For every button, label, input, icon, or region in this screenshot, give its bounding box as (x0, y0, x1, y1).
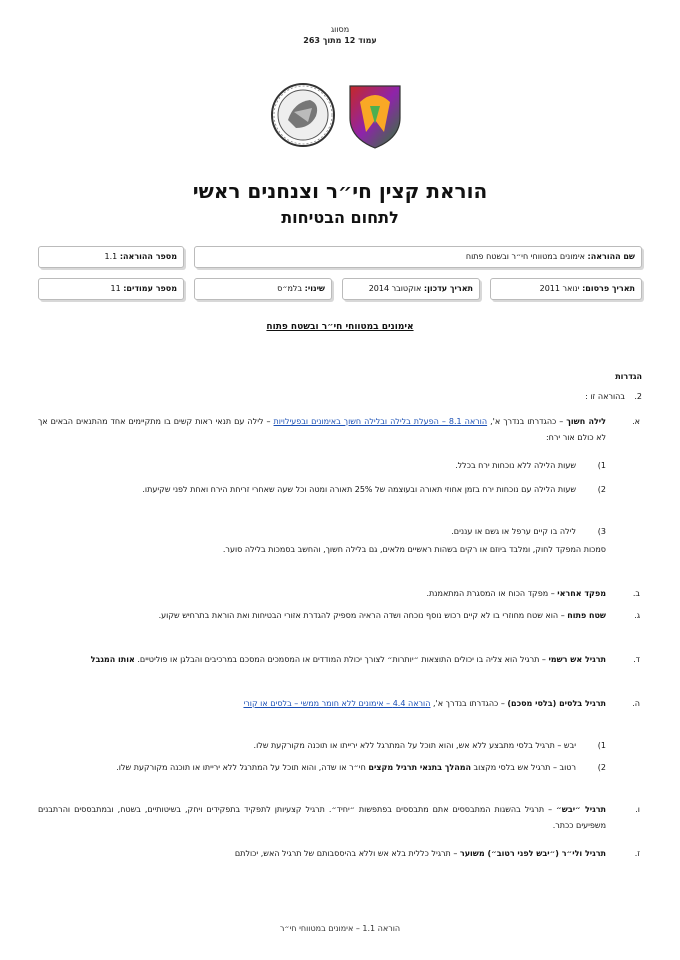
update-date-label: תאריך עדכון: (423, 284, 473, 293)
item-text: – הוא שטח מחוזרי בו לא קיים רכוש נוסף נוכחה ושדה הראיה מספיק להגדרת אזורי הבטיחות ואת הוראת בתרחיש שקוע. (158, 611, 568, 620)
sub-marker: 3) (597, 527, 606, 536)
term: תרגיל ולי״ר (״יבש לפני רטוב״) משוער (459, 849, 606, 858)
publish-date-box (490, 278, 642, 300)
item-marker: ה. (632, 699, 640, 708)
term: שטח פתוח (567, 611, 606, 620)
term-secondary: אותו המגבל (90, 655, 135, 664)
sub-marker: 2) (597, 485, 606, 494)
sub-item (38, 524, 606, 540)
item-text: – כהגדרתו בנדרך א', (433, 699, 508, 708)
change-label: שינוי: (304, 284, 325, 293)
term: מפקד אחראי (557, 589, 606, 598)
sub-text: שעות הלילה ללא נוכחות ירח בכלל. (455, 461, 576, 470)
item-marker: ג. (634, 611, 640, 620)
instruction-number-box (38, 246, 184, 268)
unit-emblem-icon (270, 82, 336, 148)
sub-text: חי״ר או שדה, והוא תוכל על המתרגל ללא ירייתו או תוכנה מקורקעת שלו. (116, 763, 369, 772)
main-title: הוראת קצין חי״ר וצנחנים ראשי (192, 179, 488, 203)
definition-item (38, 608, 640, 624)
pages-box (38, 278, 184, 300)
instruction-link[interactable]: הוראה 4.4 – אימונים ללא חומר ממשי – בלסים או קורי (243, 699, 431, 708)
page-footer: הוראה 1.1 – אימונים במטווחי חי״ר (279, 924, 401, 933)
definition-item (38, 696, 640, 712)
instruction-name-box (194, 246, 642, 268)
term: המהלך בתנאי תרגיל מקצים (368, 763, 471, 772)
section-title: הגדרות (615, 372, 642, 381)
definition-item (38, 586, 640, 602)
page-number: עמוד 12 מתוך 263 (303, 36, 377, 45)
term: תרגיל ״יבש״ (556, 805, 607, 814)
classification-label: מסווג (330, 25, 350, 34)
page-header (0, 24, 680, 46)
section-number: 2. (634, 392, 642, 401)
item-marker: ז. (634, 849, 640, 858)
item-text: – תרגיל כללית בלא אש וללא בהיססבותם של תרגיל האש, יכולתם (234, 849, 460, 858)
item-text: – מפקד הכוח או המסגרת המתאמנת. (426, 589, 558, 598)
update-date-box (342, 278, 480, 300)
sub-marker: 1) (597, 741, 606, 750)
publish-date-label: תאריך פרסום: (582, 284, 635, 293)
sub-item (38, 458, 606, 474)
change-value: בלמ״ס (277, 284, 303, 293)
instruction-link[interactable]: הוראה 8.1 – הפעלת בלילה ובלילה חשוך באימונים ובפעילויות (273, 417, 488, 426)
definition-item (38, 652, 640, 668)
publish-date-value: ינואר 2011 (539, 284, 580, 293)
sub-item (38, 760, 606, 776)
item-text: – לילה עם תנאי ראות קשים בו מתקיימים אחד מהתנאים הבאים אך לא כולם אור ירח: (38, 417, 606, 442)
corps-shield-icon (346, 82, 404, 150)
update-date-value: אוקטובר 2014 (368, 284, 422, 293)
term: תרגיל בלסים (בלסי מסכם) (507, 699, 606, 708)
definition-item (38, 414, 640, 446)
instruction-name-label: שם ההוראה: (587, 252, 635, 261)
definition-item (38, 846, 640, 862)
item-marker: ד. (633, 655, 640, 664)
instruction-number-label: מספר ההוראה: (119, 252, 177, 261)
pages-label: מספר עמודים: (123, 284, 177, 293)
instruction-number-value: 1.1 (104, 252, 118, 261)
logos (270, 82, 410, 152)
sub-title: לתחום הבטיחות (281, 208, 399, 227)
item-text: – תרגיל בהשגות המתבססים אתם מתבססים בפתפשות ״יחיד״. תרגיל קצעיותן לתפקיד בתפקידים ויחק, בשיטותיים, בשטח, ובמתבססים והרתבנים משפיעים ככתר. (38, 805, 606, 830)
sub-text: יבש – תרגיל בלסי מתבצע ללא אש, והוא תוכל על המתרגל ללא ירייתו או תוכנה מקורקעת שלו. (253, 741, 576, 750)
sub-text: שעות הלילה עם נוכחות ירח בזמן אחוזי תאורה ובעוצמה של 25% תאורה ומטה וכל שעה שאחרי זריחת הירח ואחת לפני שקיעתו. (142, 485, 576, 494)
sub-text: לילה בו קיים ערפל או גשם או עננים. (451, 527, 576, 536)
item-text: – כהגדרתו בנדרך א', (490, 417, 567, 426)
item-marker: א. (632, 417, 640, 426)
sub-marker: 1) (597, 461, 606, 470)
sub-text: רטוב – תרגיל אש בלסי מקצוב (471, 763, 576, 772)
item-marker: ו. (635, 805, 640, 814)
definition-item (38, 802, 640, 834)
section-label: בהוראה זו : (585, 392, 625, 401)
sub-item (38, 738, 606, 754)
change-box (194, 278, 332, 300)
document-heading: אימונים במטווחי חי״ר ובשטח פתוח (266, 322, 414, 332)
sub-item (38, 482, 606, 498)
note-paragraph: סמכות המפקד לחוק, ומלבד ביוזם או רקים בשהות ראשיים מלאים, גם בלילה חשוך, והחשב בסמכות בלילה סוער. (222, 545, 606, 554)
sub-marker: 2) (597, 763, 606, 772)
item-marker: ב. (632, 589, 640, 598)
item-text: – תרגיל הוא צליה בו יכולים התוצאות ״יותרות״ לצורך יכולת המודדים או המסמכים המסכם במרכיבים והבלגן או פוליטיים. (137, 655, 549, 664)
term: לילה חשוך (566, 417, 607, 426)
instruction-name-value: אימונים במטווחי חי״ר ובשטח פתוח (465, 252, 585, 261)
term: תרגיל אש רשמי (548, 655, 606, 664)
pages-value: 11 (110, 284, 121, 293)
